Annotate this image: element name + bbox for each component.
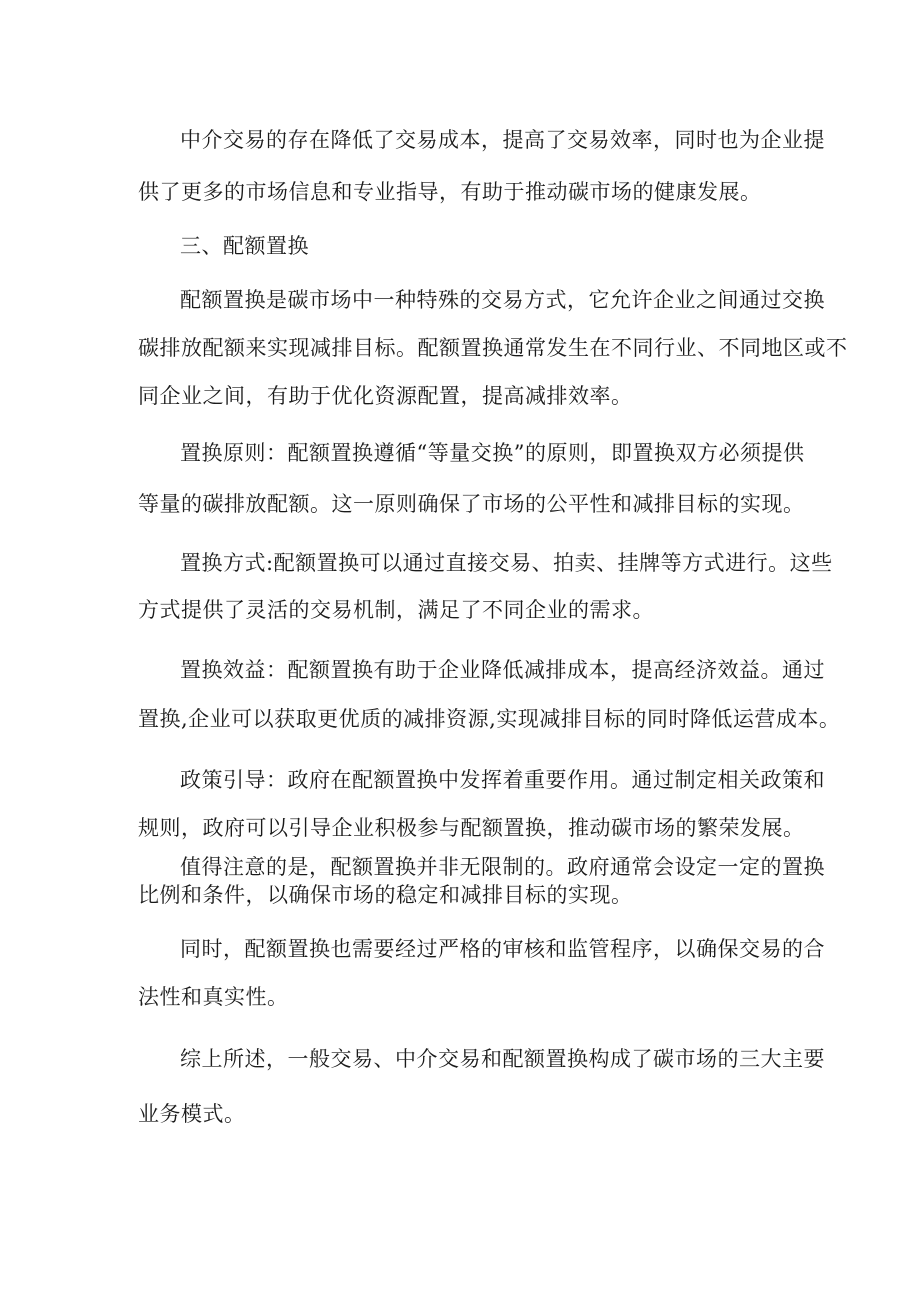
paragraph-line: 业务模式。 (138, 1102, 246, 1126)
section-heading: 三、配额置换 (180, 234, 309, 258)
paragraph-line: 置换方式:配额置换可以通过直接交易、拍卖、挂牌等方式进行。这些 (180, 551, 833, 575)
paragraph-line: 法性和真实性。 (138, 985, 289, 1009)
paragraph-line: 中介交易的存在降低了交易成本，提高了交易效率，同时也为企业提 (180, 128, 825, 152)
paragraph-line: 碳排放配额来实现减排目标。配额置换通常发生在不同行业、不同地区或不 (138, 336, 848, 360)
paragraph-line: 方式提供了灵活的交易机制，满足了不同企业的需求。 (138, 598, 654, 622)
paragraph-line: 置换原则：配额置换遵循“等量交换”的原则，即置换双方必须提供 (180, 441, 805, 465)
paragraph-line: 置换,企业可以获取更优质的减排资源,实现减排目标的同时降低运营成本。 (138, 707, 841, 731)
paragraph-line: 比例和条件，以确保市场的稳定和减排目标的实现。 (138, 883, 633, 907)
paragraph-line: 值得注意的是，配额置换并非无限制的。政府通常会设定一定的置换 (180, 855, 825, 879)
paragraph-line: 置换效益：配额置换有助于企业降低减排成本，提高经济效益。通过 (180, 658, 825, 682)
paragraph-line: 配额置换是碳市场中一种特殊的交易方式，它允许企业之间通过交换 (180, 288, 825, 312)
paragraph-line: 供了更多的市场信息和专业指导，有助于推动碳市场的健康发展。 (138, 180, 762, 204)
paragraph-line: 政策引导：政府在配额置换中发挥着重要作用。通过制定相关政策和 (180, 768, 825, 792)
paragraph-line: 同时，配额置换也需要经过严格的审核和监管程序，以确保交易的合 (180, 937, 825, 961)
paragraph-line: 综上所述，一般交易、中介交易和配额置换构成了碳市场的三大主要 (180, 1047, 825, 1071)
paragraph-line: 等量的碳排放配额。这一原则确保了市场的公平性和减排目标的实现。 (138, 492, 805, 516)
paragraph-line: 同企业之间，有助于优化资源配置，提高减排效率。 (138, 384, 633, 408)
paragraph-line: 规则，政府可以引导企业积极参与配额置换，推动碳市场的繁荣发展。 (138, 816, 805, 840)
